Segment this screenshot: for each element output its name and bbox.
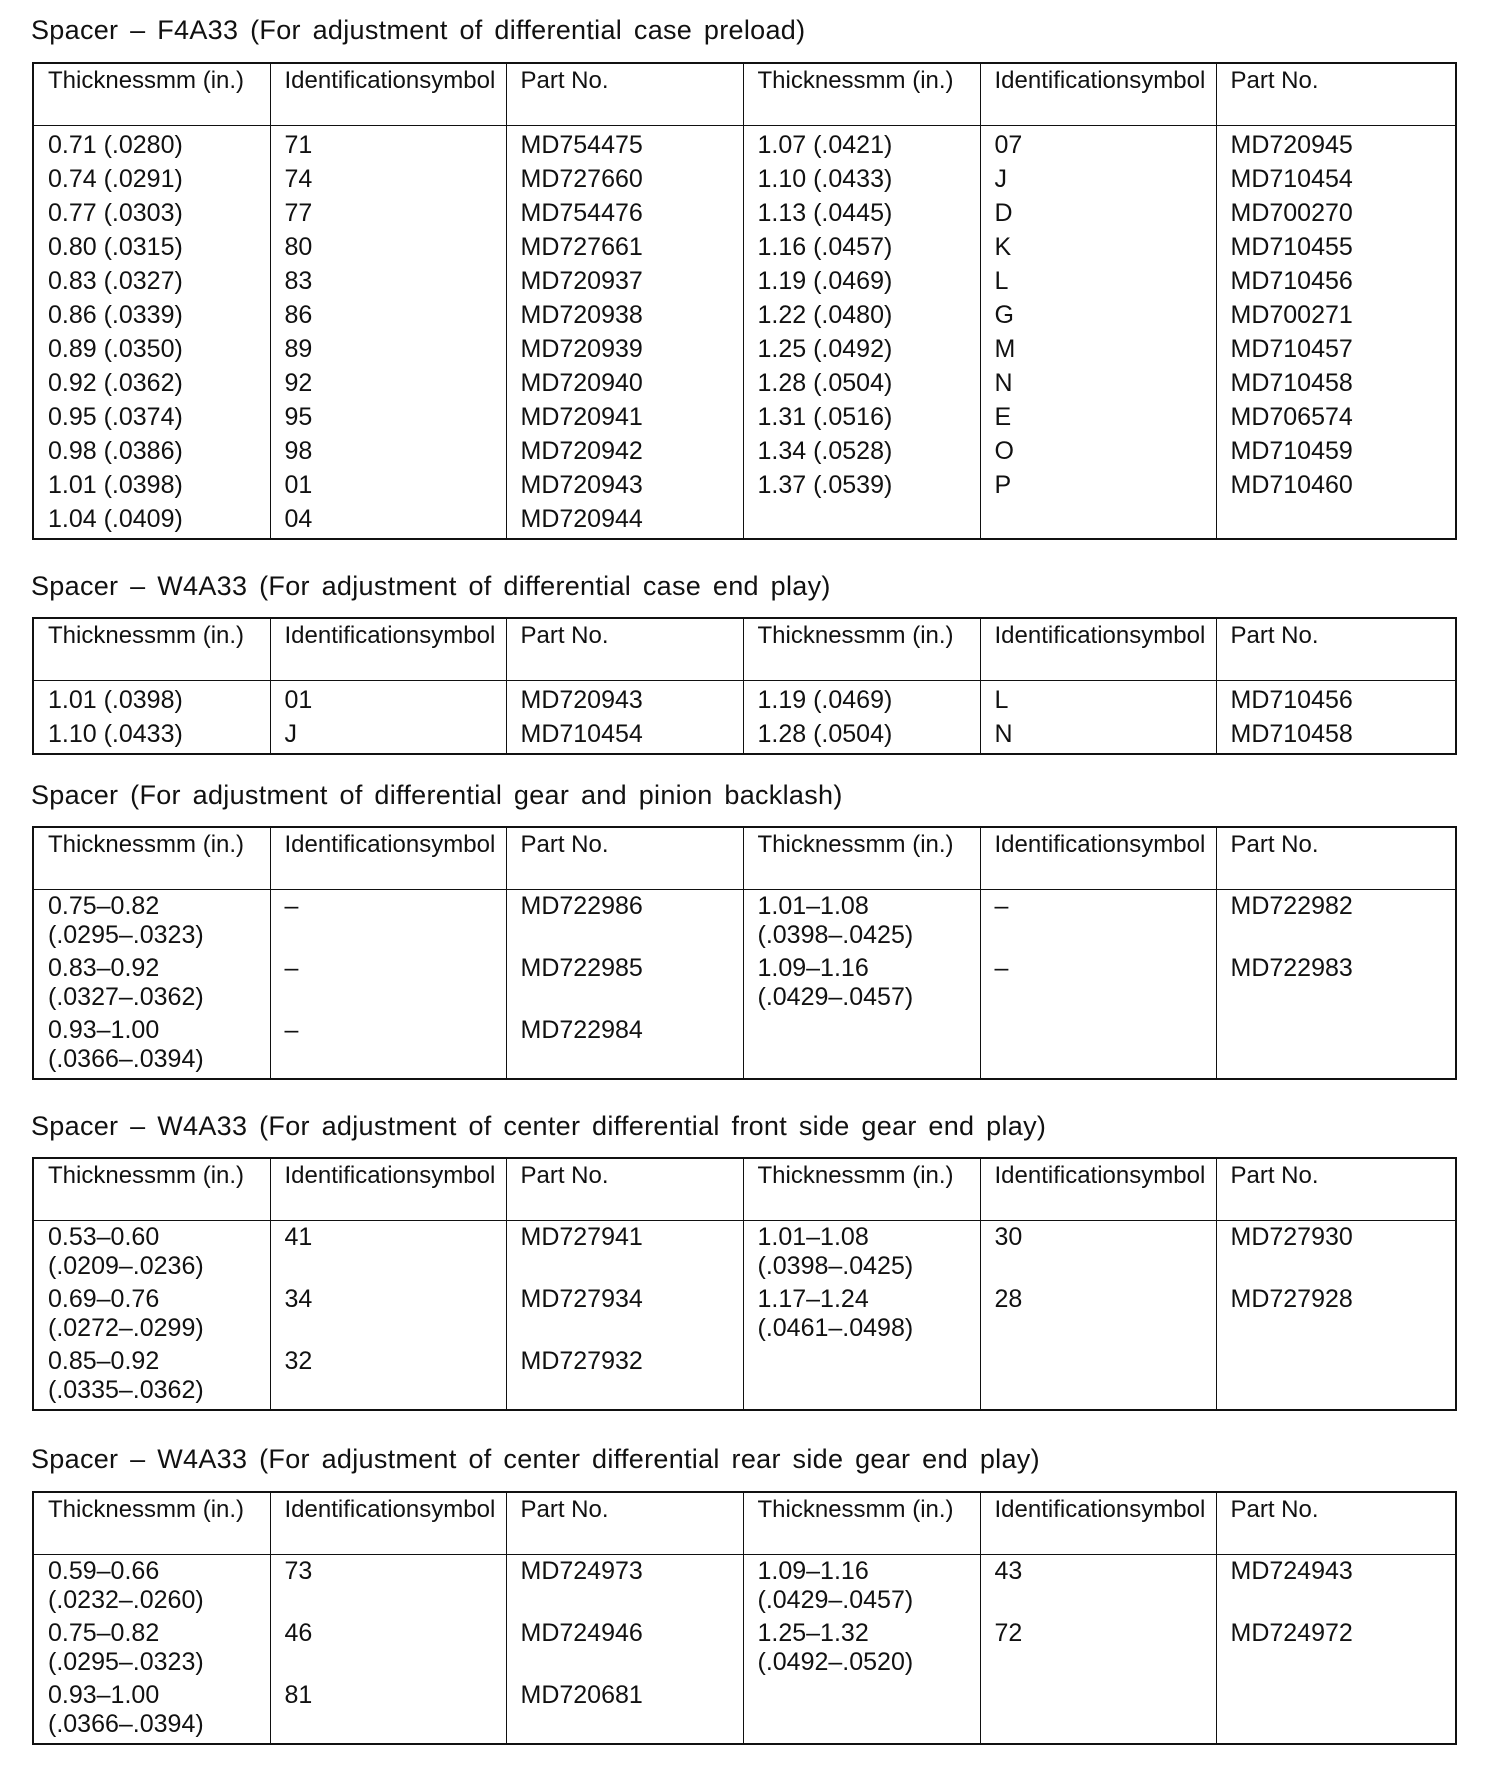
table-row (33, 468, 1456, 502)
column-header-part-no: Part No. (1216, 1492, 1456, 1554)
cell-thickness: 0.75–0.82 (.0295–.0323) (33, 1619, 270, 1681)
cell-identification-symbol: N (980, 366, 1216, 400)
header-row (33, 63, 1456, 125)
column-header-thickness: Thicknessmm (in.) (743, 1492, 980, 1554)
table-row (33, 366, 1456, 400)
cell-part-no: MD720943 (506, 680, 743, 717)
cell-identification-symbol: 71 (270, 125, 506, 162)
cell-thickness: 0.93–1.00 (.0366–.0394) (33, 1681, 270, 1744)
cell-part-no: MD754475 (506, 125, 743, 162)
cell-part-no: MD720941 (506, 400, 743, 434)
table-row (33, 1285, 1456, 1347)
cell-identification-symbol (980, 1347, 1216, 1410)
cell-identification-symbol: 92 (270, 366, 506, 400)
cell-part-no: MD727934 (506, 1285, 743, 1347)
column-header-identification-symbol: Identificationsymbol (980, 1492, 1216, 1554)
column-header-thickness: Thicknessmm (in.) (743, 63, 980, 125)
cell-identification-symbol: 89 (270, 332, 506, 366)
column-header-thickness: Thicknessmm (in.) (33, 1492, 270, 1554)
cell-thickness (743, 1347, 980, 1410)
column-header-part-no: Part No. (506, 1158, 743, 1220)
column-header-part-no: Part No. (506, 618, 743, 680)
cell-thickness (743, 1681, 980, 1744)
cell-thickness: 1.10 (.0433) (743, 162, 980, 196)
cell-part-no: MD720938 (506, 298, 743, 332)
cell-identification-symbol: 04 (270, 502, 506, 539)
cell-thickness: 1.37 (.0539) (743, 468, 980, 502)
table-row (33, 196, 1456, 230)
cell-thickness: 1.09–1.16 (.0429–.0457) (743, 954, 980, 1016)
header-row (33, 618, 1456, 680)
cell-identification-symbol: – (980, 889, 1216, 954)
cell-identification-symbol: G (980, 298, 1216, 332)
table-row (33, 125, 1456, 162)
cell-identification-symbol: 98 (270, 434, 506, 468)
table-row (33, 1016, 1456, 1079)
cell-thickness (743, 1016, 980, 1079)
cell-thickness: 1.16 (.0457) (743, 230, 980, 264)
section-title: Spacer (For adjustment of differential gear and pinion backlash) (31, 780, 843, 810)
table-row (33, 298, 1456, 332)
table-row (33, 162, 1456, 196)
cell-part-no: MD710454 (506, 717, 743, 754)
cell-thickness: 1.01 (.0398) (33, 680, 270, 717)
cell-thickness: 1.01–1.08 (.0398–.0425) (743, 1220, 980, 1285)
table-row (33, 717, 1456, 754)
cell-identification-symbol: – (270, 954, 506, 1016)
cell-identification-symbol: 83 (270, 264, 506, 298)
cell-part-no: MD710454 (1216, 162, 1456, 196)
spacer-table (32, 62, 1457, 540)
cell-identification-symbol: – (980, 954, 1216, 1016)
cell-thickness: 0.95 (.0374) (33, 400, 270, 434)
cell-thickness: 1.01–1.08 (.0398–.0425) (743, 889, 980, 954)
cell-part-no: MD710458 (1216, 717, 1456, 754)
table-row (33, 502, 1456, 539)
cell-identification-symbol: 01 (270, 468, 506, 502)
cell-part-no: MD700270 (1216, 196, 1456, 230)
cell-thickness: 0.98 (.0386) (33, 434, 270, 468)
cell-identification-symbol: 77 (270, 196, 506, 230)
cell-identification-symbol: 32 (270, 1347, 506, 1410)
cell-identification-symbol: P (980, 468, 1216, 502)
cell-identification-symbol: – (270, 1016, 506, 1079)
column-header-identification-symbol: Identificationsymbol (270, 1158, 506, 1220)
cell-part-no: MD722986 (506, 889, 743, 954)
cell-identification-symbol: 95 (270, 400, 506, 434)
cell-part-no: MD710456 (1216, 680, 1456, 717)
cell-identification-symbol: M (980, 332, 1216, 366)
column-header-identification-symbol: Identificationsymbol (270, 63, 506, 125)
cell-identification-symbol (980, 1681, 1216, 1744)
cell-part-no: MD710455 (1216, 230, 1456, 264)
table-row (33, 954, 1456, 1016)
cell-part-no (1216, 1016, 1456, 1079)
cell-thickness (743, 502, 980, 539)
cell-identification-symbol: 34 (270, 1285, 506, 1347)
cell-part-no: MD724973 (506, 1554, 743, 1619)
cell-thickness: 1.04 (.0409) (33, 502, 270, 539)
table-row (33, 1347, 1456, 1410)
cell-part-no: MD720681 (506, 1681, 743, 1744)
cell-identification-symbol: – (270, 889, 506, 954)
column-header-part-no: Part No. (506, 63, 743, 125)
cell-thickness: 0.53–0.60 (.0209–.0236) (33, 1220, 270, 1285)
cell-identification-symbol: 07 (980, 125, 1216, 162)
column-header-part-no: Part No. (1216, 1158, 1456, 1220)
cell-thickness: 1.31 (.0516) (743, 400, 980, 434)
cell-identification-symbol: O (980, 434, 1216, 468)
cell-thickness: 1.17–1.24 (.0461–.0498) (743, 1285, 980, 1347)
column-header-part-no: Part No. (1216, 618, 1456, 680)
cell-thickness: 1.34 (.0528) (743, 434, 980, 468)
column-header-thickness: Thicknessmm (in.) (33, 827, 270, 889)
header-row (33, 1492, 1456, 1554)
column-header-identification-symbol: Identificationsymbol (270, 827, 506, 889)
cell-identification-symbol: 30 (980, 1220, 1216, 1285)
cell-part-no (1216, 1347, 1456, 1410)
cell-identification-symbol: L (980, 680, 1216, 717)
cell-identification-symbol: D (980, 196, 1216, 230)
cell-thickness: 0.71 (.0280) (33, 125, 270, 162)
column-header-identification-symbol: Identificationsymbol (980, 63, 1216, 125)
cell-part-no: MD722984 (506, 1016, 743, 1079)
section-title: Spacer – W4A33 (For adjustment of differential case end play) (31, 571, 831, 601)
table-row (33, 680, 1456, 717)
cell-part-no: MD720945 (1216, 125, 1456, 162)
cell-identification-symbol: N (980, 717, 1216, 754)
cell-part-no: MD720939 (506, 332, 743, 366)
cell-part-no: MD710457 (1216, 332, 1456, 366)
cell-thickness: 0.85–0.92 (.0335–.0362) (33, 1347, 270, 1410)
cell-part-no: MD727941 (506, 1220, 743, 1285)
cell-thickness: 1.01 (.0398) (33, 468, 270, 502)
column-header-thickness: Thicknessmm (in.) (33, 618, 270, 680)
column-header-thickness: Thicknessmm (in.) (743, 618, 980, 680)
column-header-part-no: Part No. (1216, 827, 1456, 889)
cell-part-no: MD710458 (1216, 366, 1456, 400)
cell-identification-symbol: J (980, 162, 1216, 196)
cell-identification-symbol: 74 (270, 162, 506, 196)
cell-thickness: 0.59–0.66 (.0232–.0260) (33, 1554, 270, 1619)
column-header-thickness: Thicknessmm (in.) (743, 1158, 980, 1220)
table-row (33, 889, 1456, 954)
column-header-thickness: Thicknessmm (in.) (33, 1158, 270, 1220)
cell-thickness: 1.22 (.0480) (743, 298, 980, 332)
cell-thickness: 1.13 (.0445) (743, 196, 980, 230)
cell-thickness: 0.92 (.0362) (33, 366, 270, 400)
cell-part-no: MD720944 (506, 502, 743, 539)
cell-part-no: MD700271 (1216, 298, 1456, 332)
cell-identification-symbol: E (980, 400, 1216, 434)
cell-thickness: 1.19 (.0469) (743, 264, 980, 298)
cell-thickness: 0.93–1.00 (.0366–.0394) (33, 1016, 270, 1079)
cell-part-no (1216, 502, 1456, 539)
cell-part-no: MD720942 (506, 434, 743, 468)
cell-thickness: 0.77 (.0303) (33, 196, 270, 230)
cell-identification-symbol: 41 (270, 1220, 506, 1285)
cell-thickness: 1.09–1.16 (.0429–.0457) (743, 1554, 980, 1619)
cell-identification-symbol: 80 (270, 230, 506, 264)
cell-thickness: 0.80 (.0315) (33, 230, 270, 264)
cell-identification-symbol: 28 (980, 1285, 1216, 1347)
cell-thickness: 1.07 (.0421) (743, 125, 980, 162)
column-header-identification-symbol: Identificationsymbol (980, 618, 1216, 680)
cell-identification-symbol: 73 (270, 1554, 506, 1619)
section-title: Spacer – F4A33 (For adjustment of differential case preload) (31, 15, 806, 45)
spacer-table (32, 1157, 1457, 1411)
cell-thickness: 0.83–0.92 (.0327–.0362) (33, 954, 270, 1016)
cell-identification-symbol: J (270, 717, 506, 754)
spacer-table (32, 1491, 1457, 1745)
cell-part-no: MD722985 (506, 954, 743, 1016)
cell-identification-symbol (980, 1016, 1216, 1079)
cell-thickness: 1.28 (.0504) (743, 717, 980, 754)
cell-part-no: MD710460 (1216, 468, 1456, 502)
cell-part-no: MD727661 (506, 230, 743, 264)
cell-identification-symbol: 72 (980, 1619, 1216, 1681)
table-row (33, 1681, 1456, 1744)
table-row (33, 434, 1456, 468)
cell-thickness: 0.86 (.0339) (33, 298, 270, 332)
cell-thickness: 1.25–1.32 (.0492–.0520) (743, 1619, 980, 1681)
table-row (33, 230, 1456, 264)
cell-thickness: 1.28 (.0504) (743, 366, 980, 400)
cell-identification-symbol: L (980, 264, 1216, 298)
cell-identification-symbol: 43 (980, 1554, 1216, 1619)
column-header-identification-symbol: Identificationsymbol (980, 827, 1216, 889)
spacer-table (32, 617, 1457, 755)
column-header-part-no: Part No. (1216, 63, 1456, 125)
table-row (33, 1619, 1456, 1681)
cell-thickness: 0.69–0.76 (.0272–.0299) (33, 1285, 270, 1347)
cell-part-no: MD727928 (1216, 1285, 1456, 1347)
cell-part-no: MD724972 (1216, 1619, 1456, 1681)
column-header-thickness: Thicknessmm (in.) (33, 63, 270, 125)
spacer-table (32, 826, 1457, 1080)
cell-part-no: MD710456 (1216, 264, 1456, 298)
cell-part-no: MD727660 (506, 162, 743, 196)
cell-part-no: MD710459 (1216, 434, 1456, 468)
cell-identification-symbol: 81 (270, 1681, 506, 1744)
column-header-thickness: Thicknessmm (in.) (743, 827, 980, 889)
cell-thickness: 0.75–0.82 (.0295–.0323) (33, 889, 270, 954)
cell-part-no: MD727932 (506, 1347, 743, 1410)
header-row (33, 827, 1456, 889)
cell-part-no: MD720937 (506, 264, 743, 298)
table-row (33, 264, 1456, 298)
column-header-identification-symbol: Identificationsymbol (980, 1158, 1216, 1220)
cell-identification-symbol: 01 (270, 680, 506, 717)
table-row (33, 332, 1456, 366)
cell-part-no: MD722982 (1216, 889, 1456, 954)
column-header-part-no: Part No. (506, 1492, 743, 1554)
cell-part-no: MD706574 (1216, 400, 1456, 434)
cell-part-no: MD727930 (1216, 1220, 1456, 1285)
table-row (33, 1554, 1456, 1619)
table-row (33, 1220, 1456, 1285)
cell-thickness: 1.19 (.0469) (743, 680, 980, 717)
header-row (33, 1158, 1456, 1220)
cell-part-no (1216, 1681, 1456, 1744)
cell-identification-symbol: K (980, 230, 1216, 264)
column-header-part-no: Part No. (506, 827, 743, 889)
cell-thickness: 1.25 (.0492) (743, 332, 980, 366)
cell-part-no: MD720943 (506, 468, 743, 502)
section-title: Spacer – W4A33 (For adjustment of center differential front side gear end play) (31, 1111, 1047, 1141)
cell-identification-symbol (980, 502, 1216, 539)
cell-thickness: 0.83 (.0327) (33, 264, 270, 298)
section-title: Spacer – W4A33 (For adjustment of center differential rear side gear end play) (31, 1444, 1040, 1474)
cell-thickness: 0.89 (.0350) (33, 332, 270, 366)
column-header-identification-symbol: Identificationsymbol (270, 1492, 506, 1554)
cell-identification-symbol: 46 (270, 1619, 506, 1681)
cell-thickness: 0.74 (.0291) (33, 162, 270, 196)
cell-thickness: 1.10 (.0433) (33, 717, 270, 754)
cell-part-no: MD754476 (506, 196, 743, 230)
cell-part-no: MD720940 (506, 366, 743, 400)
cell-identification-symbol: 86 (270, 298, 506, 332)
cell-part-no: MD722983 (1216, 954, 1456, 1016)
cell-part-no: MD724943 (1216, 1554, 1456, 1619)
cell-part-no: MD724946 (506, 1619, 743, 1681)
table-row (33, 400, 1456, 434)
column-header-identification-symbol: Identificationsymbol (270, 618, 506, 680)
